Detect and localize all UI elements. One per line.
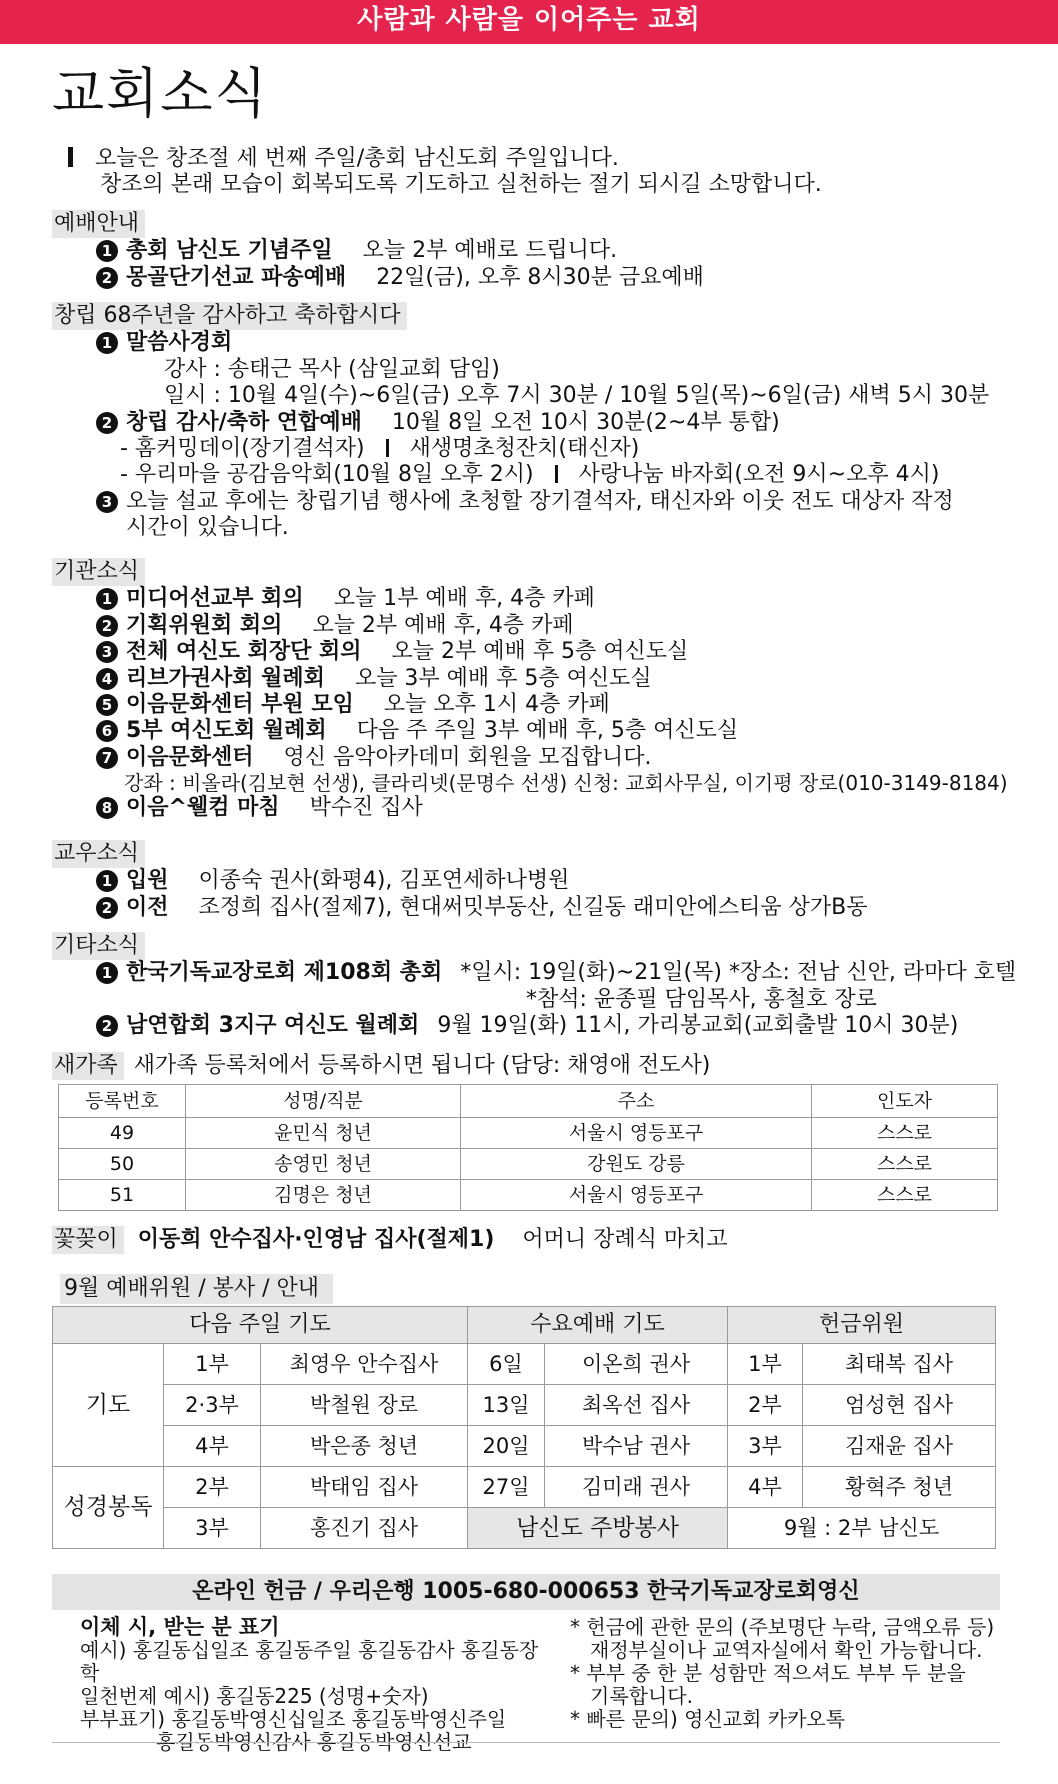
note-line: * 빠른 문의) 영신교회 카카오톡	[570, 1707, 846, 1731]
number-badge: 2	[96, 615, 118, 637]
table-cell: 51	[59, 1180, 186, 1211]
item-text: 영신 음악아카데미 회원을 모집합니다.	[283, 744, 652, 770]
table-cell: 윤민식 청년	[186, 1118, 461, 1149]
table-cell: 서울시 영등포구	[461, 1118, 812, 1149]
item-title: 남연합회 3지구 여신도 월례회	[126, 1013, 420, 1039]
organization-header: 기관소식	[52, 558, 145, 586]
newfamily-section	[52, 1052, 1002, 1211]
transfer-line: 부부표기) 홍길동박영신십일조 홍길동박영신주일	[80, 1707, 507, 1731]
table-cell: 스스로	[812, 1118, 998, 1149]
offering-notes	[570, 1616, 1010, 1731]
table-cell: 2·3부	[164, 1385, 261, 1426]
members-item	[52, 895, 1002, 921]
worship-section	[52, 210, 1002, 291]
item-text: 오늘 설교 후에는 창립기념 행사에 초청할 장기결석자, 태신자와 이웃 전도 대상자 작정	[126, 488, 954, 514]
table-cell: 박태임 집사	[261, 1467, 468, 1508]
item-title: 한국기독교장로회 제108회 총회	[126, 960, 443, 986]
item-title: 창립 감사/축하 연합예배	[126, 409, 362, 435]
members-section	[52, 840, 1002, 921]
table-cell: 김미래 권사	[545, 1467, 728, 1508]
table-row	[59, 1149, 998, 1180]
organization-item	[52, 718, 1002, 744]
note-line: 기록합니다.	[590, 1684, 693, 1708]
newfamily-text: 새가족 등록처에서 등록하시면 됩니다 (담당: 채영애 전도사)	[133, 1053, 711, 1078]
table-cell: 20일	[468, 1426, 545, 1467]
transfer-line: 홍길동박영신감사 홍길동박영신선교	[156, 1730, 472, 1754]
table-cell: 최옥선 집사	[545, 1385, 728, 1426]
table-cell: 1부	[728, 1344, 803, 1385]
table-cell: 1부	[164, 1344, 261, 1385]
table-cell: 박수남 권사	[545, 1426, 728, 1467]
organization-item	[52, 795, 1002, 821]
top-banner: 사람과 사람을 이어주는 교회	[0, 0, 1058, 44]
item-text: 22일(금), 오후 8시30분 금요예배	[376, 264, 704, 290]
members-header: 교우소식	[52, 840, 145, 868]
other-section	[52, 932, 1017, 1040]
table-cell: 강원도 강릉	[461, 1149, 812, 1180]
event-text: - 홈커밍데이(장기결석자)	[120, 435, 365, 461]
transfer-line: 예시) 홍길동십일조 홍길동주일 홍길동감사 홍길동장학	[80, 1638, 539, 1685]
number-badge: 1	[96, 588, 118, 610]
table-cell: 4부	[728, 1467, 803, 1508]
other-item	[52, 1013, 1002, 1039]
flower-section	[52, 1226, 1002, 1254]
note-line: * 헌금에 관한 문의 (주보명단 누락, 금액오류 등)	[570, 1615, 995, 1639]
table-cell: 2부	[164, 1467, 261, 1508]
separator-bar	[555, 465, 558, 483]
transfer-title: 이체 시, 받는 분 표기	[80, 1615, 280, 1639]
other-item	[52, 960, 1017, 986]
number-badge: 2	[96, 267, 118, 289]
table-cell: 박철원 장로	[261, 1385, 468, 1426]
table-cell: 엄성현 집사	[803, 1385, 996, 1426]
column-header: 다음 주일 기도	[53, 1307, 468, 1344]
item-title: 전체 여신도 회장단 회의	[126, 639, 362, 665]
item-title: 5부 여신도회 월례회	[126, 718, 327, 744]
item-continuation: *참석: 윤종필 담임목사, 홍철호 장로	[526, 986, 877, 1012]
other-header: 기타소식	[52, 932, 145, 960]
page-title: 교회소식	[52, 62, 269, 125]
worship-item	[52, 238, 1002, 264]
kitchen-label: 남신도 주방봉사	[468, 1508, 728, 1549]
item-text: 오늘 3부 예배 후 5층 여신도실	[354, 665, 652, 691]
event-text: 새생명초청잔치(태신자)	[409, 435, 640, 461]
table-row	[53, 1426, 996, 1467]
online-offering-banner: 온라인 헌금 / 우리은행 1005-680-000653 한국기독교장로회영신	[52, 1574, 1000, 1610]
table-cell: 황혁주 청년	[803, 1467, 996, 1508]
separator-bar	[386, 439, 389, 457]
item-title: 이음문화센터 부원 모임	[126, 691, 354, 717]
table-cell: 최영우 안수집사	[261, 1344, 468, 1385]
item-title: 말씀사경회	[126, 330, 233, 356]
transfer-line: 일천번제 예시) 홍길동225 (성명+숫자)	[80, 1684, 429, 1708]
item-title: 총회 남신도 기념주일	[126, 238, 333, 264]
item-text: *일시: 19일(화)~21일(목) *장소: 전남 신안, 라마다 호텔	[460, 960, 1017, 986]
intro	[68, 146, 1008, 199]
transfer-guide	[80, 1616, 550, 1754]
dates-line: 일시 : 10월 4일(수)~6일(금) 오후 7시 30분 / 10월 5일(목)~6일(금) 새벽 5시 30분	[164, 383, 990, 409]
table-cell: 홍진기 집사	[261, 1508, 468, 1549]
note-line: 재정부실이나 교역자실에서 확인 가능합니다.	[590, 1638, 983, 1662]
number-badge: 3	[96, 641, 118, 663]
newfamily-table	[58, 1084, 998, 1211]
table-cell: 박은종 청년	[261, 1426, 468, 1467]
column-header: 인도자	[812, 1085, 998, 1118]
number-badge: 5	[96, 694, 118, 716]
item-text: 박수진 집사	[309, 795, 423, 821]
item-text: 오늘 오후 1시 4층 카페	[383, 691, 610, 717]
anniversary-item	[52, 410, 1002, 436]
bottom-divider	[52, 1742, 1000, 1743]
number-badge: 4	[96, 668, 118, 690]
column-header: 성명/직분	[186, 1085, 461, 1118]
row-group-label: 성경봉독	[53, 1467, 164, 1549]
item-text: 10월 8일 오전 10시 30분(2~4부 통합)	[391, 409, 780, 435]
table-cell: 3부	[728, 1426, 803, 1467]
item-title: 리브가권사회 월례회	[126, 665, 325, 691]
schedule-header-row	[53, 1307, 996, 1344]
item-title: 이음문화센터	[126, 744, 254, 770]
item-continuation: 시간이 있습니다.	[126, 515, 289, 541]
anniversary-section	[52, 302, 1002, 542]
table-cell: 스스로	[812, 1180, 998, 1211]
item-title: 몽골단기선교 파송예배	[126, 264, 347, 290]
table-row	[53, 1344, 996, 1385]
number-badge: 1	[96, 332, 118, 354]
members-item	[52, 868, 1002, 894]
number-badge: 7	[96, 747, 118, 769]
number-badge: 6	[96, 720, 118, 742]
table-cell: 김재윤 집사	[803, 1426, 996, 1467]
item-title: 기획위원회 회의	[126, 612, 283, 638]
organization-item	[52, 586, 1002, 612]
flower-names: 이동희 안수집사·인영남 집사(절제1)	[137, 1227, 495, 1252]
number-badge: 2	[96, 412, 118, 434]
organization-section	[52, 558, 1008, 822]
item-title: 입원	[126, 868, 169, 894]
table-cell: 서울시 영등포구	[461, 1180, 812, 1211]
organization-item	[52, 613, 1002, 639]
table-cell: 송영민 청년	[186, 1149, 461, 1180]
event-text: 사랑나눔 바자회(오전 9시~오후 4시)	[578, 462, 940, 488]
item-title: 이음^웰컴 마침	[126, 795, 280, 821]
schedule-table	[52, 1306, 996, 1549]
worship-header: 예배안내	[52, 210, 145, 238]
table-cell: 4부	[164, 1426, 261, 1467]
anniversary-header: 창립 68주년을 감사하고 축하합시다	[52, 302, 407, 330]
table-cell: 6일	[468, 1344, 545, 1385]
event-line	[52, 462, 1002, 488]
flower-text: 어머니 장례식 마치고	[522, 1227, 728, 1252]
table-row	[53, 1467, 996, 1508]
table-cell: 2부	[728, 1385, 803, 1426]
event-text: - 우리마을 공감음악회(10월 8일 오후 2시)	[120, 462, 534, 488]
item-text: 오늘 1부 예배 후, 4층 카페	[333, 586, 595, 612]
table-row	[59, 1118, 998, 1149]
table-cell: 3부	[164, 1508, 261, 1549]
schedule-section	[52, 1274, 1002, 1549]
table-row	[53, 1508, 996, 1549]
kitchen-value: 9월 : 2부 남신도	[728, 1508, 996, 1549]
anniversary-item	[52, 489, 1002, 515]
number-badge: 3	[96, 491, 118, 513]
table-cell: 27일	[468, 1467, 545, 1508]
note-line: * 부부 중 한 분 성함만 적으셔도 부부 두 분을	[570, 1661, 966, 1685]
organization-item	[52, 666, 1002, 692]
course-line: 강좌 : 비올라(김보현 선생), 클라리넷(문명수 선생) 신청: 교회사무실, 이기평 장로(010-3149-8184)	[124, 771, 1008, 796]
table-header-row	[59, 1085, 998, 1118]
column-header: 수요예배 기도	[468, 1307, 728, 1344]
number-badge: 2	[96, 897, 118, 919]
table-cell: 13일	[468, 1385, 545, 1426]
organization-item	[52, 692, 1002, 718]
table-cell: 50	[59, 1149, 186, 1180]
number-badge: 2	[96, 1015, 118, 1037]
table-cell: 김명은 청년	[186, 1180, 461, 1211]
table-row	[53, 1385, 996, 1426]
event-line	[52, 436, 1002, 462]
item-text: 조정희 집사(절제7), 현대써밋부동산, 신길동 래미안에스티움 상가B동	[198, 894, 868, 920]
organization-item	[52, 745, 1002, 771]
anniversary-item	[52, 330, 1002, 356]
table-cell: 49	[59, 1118, 186, 1149]
worship-item	[52, 265, 1002, 291]
item-text: 오늘 2부 예배 후, 4층 카페	[312, 612, 574, 638]
column-header: 주소	[461, 1085, 812, 1118]
number-badge: 1	[96, 962, 118, 984]
row-group-label: 기도	[53, 1344, 164, 1467]
item-text: 오늘 2부 예배로 드립니다.	[362, 238, 618, 264]
organization-item	[52, 639, 1002, 665]
intro-line-2: 창조의 본래 모습이 회복되도록 기도하고 실천하는 절기 되시길 소망합니다.	[100, 172, 822, 198]
number-badge: 8	[96, 797, 118, 819]
item-text: 다음 주 주일 3부 예배 후, 5층 여신도실	[356, 718, 739, 744]
flower-header: 꽃꽂이	[52, 1226, 124, 1254]
item-title: 이전	[126, 894, 169, 920]
table-cell: 이온희 권사	[545, 1344, 728, 1385]
newfamily-header: 새가족	[52, 1052, 124, 1080]
schedule-header: 9월 예배위원 / 봉사 / 안내	[60, 1274, 333, 1304]
number-badge: 1	[96, 240, 118, 262]
item-text: 이종숙 권사(화평4), 김포연세하나병원	[198, 868, 570, 894]
column-header: 등록번호	[59, 1085, 186, 1118]
item-text: 9월 19일(화) 11시, 가리봉교회(교회출발 10시 30분)	[437, 1013, 959, 1039]
column-header: 헌금위원	[728, 1307, 996, 1344]
item-text: 오늘 2부 예배 후 5층 여신도실	[391, 639, 689, 665]
table-cell: 스스로	[812, 1149, 998, 1180]
speaker-line: 강사 : 송태근 목사 (삼일교회 담임)	[164, 356, 500, 382]
table-cell: 최태복 집사	[803, 1344, 996, 1385]
number-badge: 1	[96, 870, 118, 892]
item-title: 미디어선교부 회의	[126, 586, 304, 612]
table-row	[59, 1180, 998, 1211]
intro-line-1: 오늘은 창조절 세 번째 주일/총회 남신도회 주일입니다.	[68, 146, 1008, 172]
